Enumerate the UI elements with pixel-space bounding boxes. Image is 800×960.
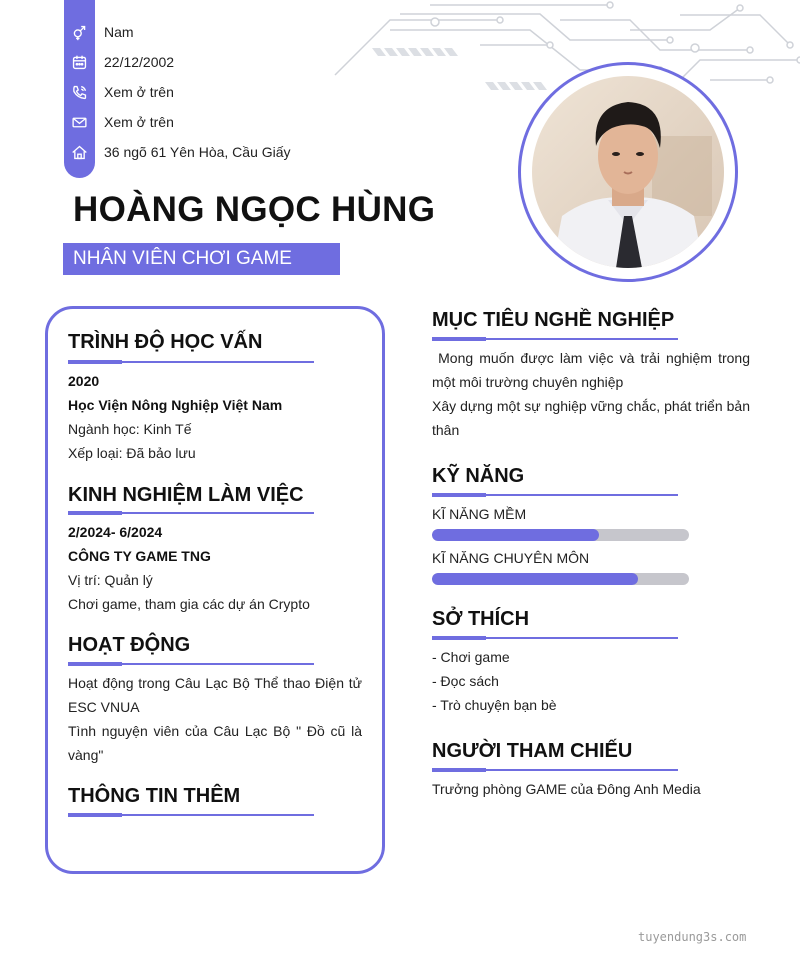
hobby-item: - Chơi game	[432, 649, 510, 665]
section-divider	[68, 361, 314, 363]
skill-bar-soft	[432, 529, 689, 541]
section-divider	[432, 637, 678, 639]
education-year: 2020	[68, 373, 100, 389]
education-title: TRÌNH ĐỘ HỌC VẤN	[68, 331, 263, 353]
objective-text: Xây dựng một sự nghiệp vững chắc, phát triển bản thân	[432, 398, 750, 438]
contact-text: Xem ở trên	[104, 114, 174, 130]
contact-address	[64, 137, 364, 167]
role-banner	[63, 243, 340, 275]
skill-bar-fill	[432, 529, 599, 541]
experience-period: 2/2024- 6/2024	[68, 524, 163, 540]
education-rank: Xếp loại: Đã bảo lưu	[68, 445, 196, 461]
contact-phone	[64, 77, 364, 107]
full-name: HOÀNG NGỌC HÙNG	[73, 190, 436, 229]
activity-item: Hoạt động trong Câu Lạc Bộ Thể thao Điện tử ESC VNUA	[68, 675, 362, 715]
hobbies-title: SỞ THÍCH	[432, 608, 530, 630]
avatar	[532, 76, 724, 268]
education-major: Ngành học: Kinh Tế	[68, 421, 192, 437]
experience-desc: Chơi game, tham gia các dự án Crypto	[68, 596, 310, 612]
contact-text: Xem ở trên	[104, 84, 174, 100]
contact-text: Nam	[104, 24, 134, 40]
mail-icon	[64, 114, 95, 131]
section-divider	[68, 512, 314, 514]
references-title: NGƯỜI THAM CHIẾU	[432, 740, 633, 762]
contact-text: 22/12/2002	[104, 54, 175, 70]
section-divider	[432, 494, 678, 496]
hobby-item: - Đọc sách	[432, 673, 499, 689]
gender-icon	[64, 24, 95, 41]
hobby-item: - Trò chuyện bạn bè	[432, 697, 557, 713]
extra-info-title: THÔNG TIN THÊM	[68, 785, 241, 807]
skills-title: KỸ NĂNG	[432, 465, 525, 487]
skill-bar-professional	[432, 573, 689, 585]
role-title: NHÂN VIÊN CHƠI GAME	[73, 248, 292, 269]
contact-birthday	[64, 47, 364, 77]
experience-company: CÔNG TY GAME TNG	[68, 548, 211, 564]
objective-text: Mong muốn được làm việc và trải nghiệm trong một môi trường chuyên nghiệp	[432, 350, 754, 390]
objective-title: MỤC TIÊU NGHỀ NGHIỆP	[432, 309, 675, 331]
contact-text: 36 ngõ 61 Yên Hòa, Cầu Giấy	[104, 144, 291, 160]
home-icon	[64, 144, 95, 161]
calendar-icon	[64, 54, 95, 71]
skill-label: KĨ NĂNG CHUYÊN MÔN	[432, 550, 590, 566]
activities-title: HOẠT ĐỘNG	[68, 634, 191, 656]
experience-position: Vị trí: Quản lý	[68, 572, 153, 588]
contact-email	[64, 107, 364, 137]
section-divider	[432, 769, 678, 771]
section-divider	[432, 338, 678, 340]
education-school: Học Viện Nông Nghiệp Việt Nam	[68, 397, 283, 413]
section-divider	[68, 814, 314, 816]
section-divider	[68, 663, 314, 665]
skill-bar-fill	[432, 573, 638, 585]
watermark: tuyendung3s.com	[638, 930, 747, 944]
skill-label: KĨ NĂNG MỀM	[432, 506, 527, 522]
activity-item: Tình nguyện viên của Câu Lạc Bộ " Đồ cũ là vàng"	[68, 723, 362, 763]
contact-gender	[64, 17, 364, 47]
experience-title: KINH NGHIỆM LÀM VIỆC	[68, 484, 304, 506]
reference-text: Trưởng phòng GAME của Đông Anh Media	[432, 781, 701, 797]
phone-icon	[64, 84, 95, 101]
